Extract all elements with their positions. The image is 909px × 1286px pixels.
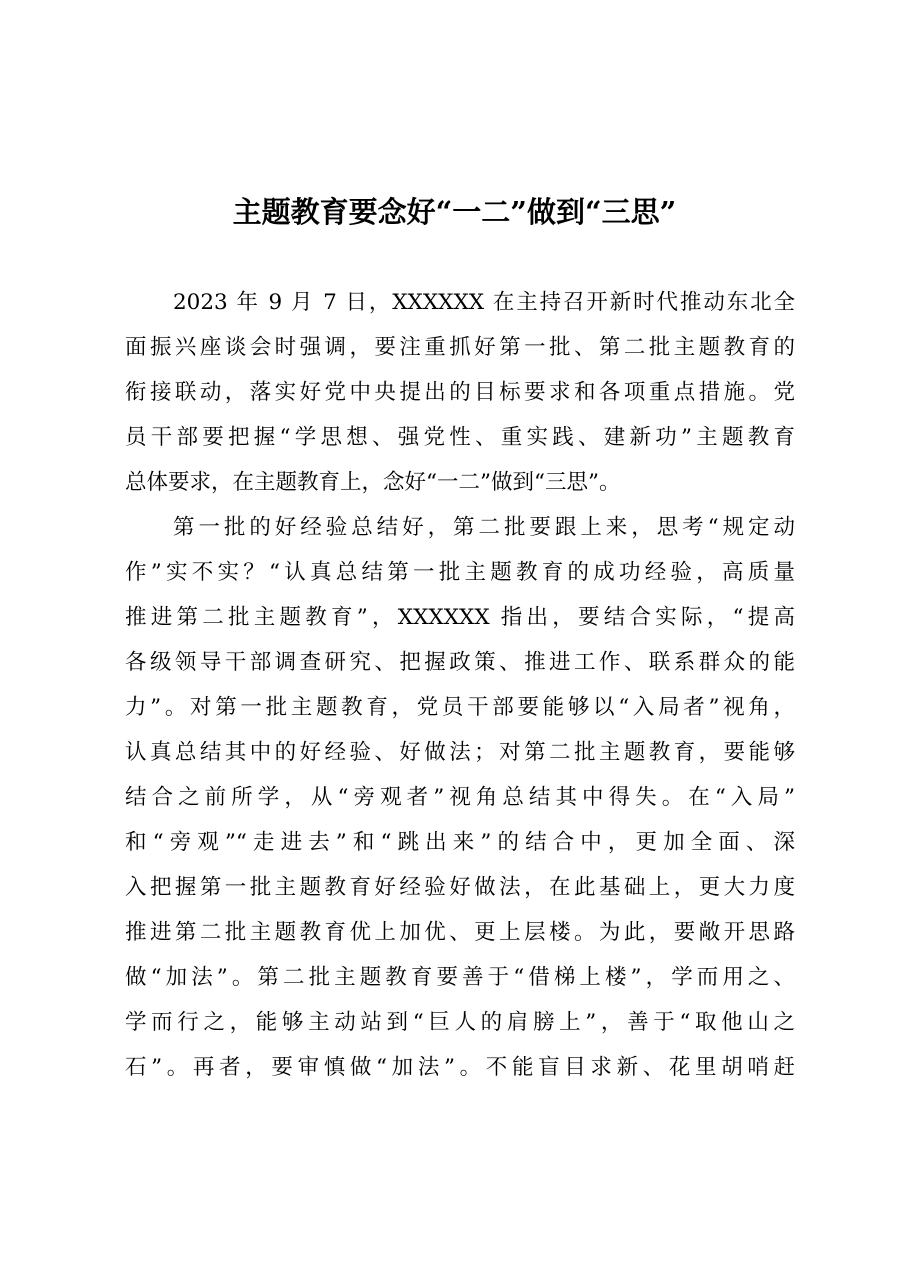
text-line: 推进第二批主题教育优上加优、更上层楼。为此，要敞开思路 <box>125 920 795 945</box>
text-line: 认真总结其中的好经验、好做法；对第二批主题教育，要能够 <box>125 740 795 765</box>
text-line: 2023 年 9 月 7 日，XXXXXX 在主持召开新时代推动东北全 <box>173 290 795 315</box>
text-line: 和“旁观”“走进去”和“跳出来”的结合中，更加全面、深 <box>125 830 795 855</box>
text-line: 总体要求，在主题教育上，念好“一二”做到“三思”。 <box>125 470 621 495</box>
text-line: 第一批的好经验总结好，第二批要跟上来，思考“规定动 <box>173 515 795 540</box>
text-line: 力”。对第一批主题教育，党员干部要能够以“入局者”视角， <box>125 695 795 720</box>
paragraph-1 <box>125 280 795 505</box>
text-line: 结合之前所学，从“旁观者”视角总结其中得失。在“入局” <box>125 785 795 810</box>
text-line: 作”实不实？“认真总结第一批主题教育的成功经验，高质量 <box>125 560 795 585</box>
text-line: 入把握第一批主题教育好经验好做法，在此基础上，更大力度 <box>125 875 795 900</box>
text-line: 面振兴座谈会时强调，要注重抓好第一批、第二批主题教育的 <box>125 335 795 360</box>
text-line: 推进第二批主题教育”，XXXXXX 指出，要结合实际，“提高 <box>125 605 796 630</box>
text-line: 员干部要把握“学思想、强党性、重实践、建新功”主题教育 <box>125 425 795 450</box>
text-line: 学而行之，能够主动站到“巨人的肩膀上”，善于“取他山之 <box>125 1010 795 1035</box>
document-body <box>125 280 795 1090</box>
text-line: 石”。再者，要审慎做“加法”。不能盲目求新、花里胡哨赶 <box>125 1055 795 1080</box>
text-line: 衔接联动，落实好党中央提出的目标要求和各项重点措施。党 <box>125 380 795 405</box>
text-line: 各级领导干部调查研究、把握政策、推进工作、联系群众的能 <box>125 650 795 675</box>
document-title: 主题教育要念好“一二”做到“三思” <box>232 195 677 229</box>
text-line: 做“加法”。第二批主题教育要善于“借梯上楼”，学而用之、 <box>125 965 795 990</box>
paragraph-2 <box>125 505 795 1090</box>
